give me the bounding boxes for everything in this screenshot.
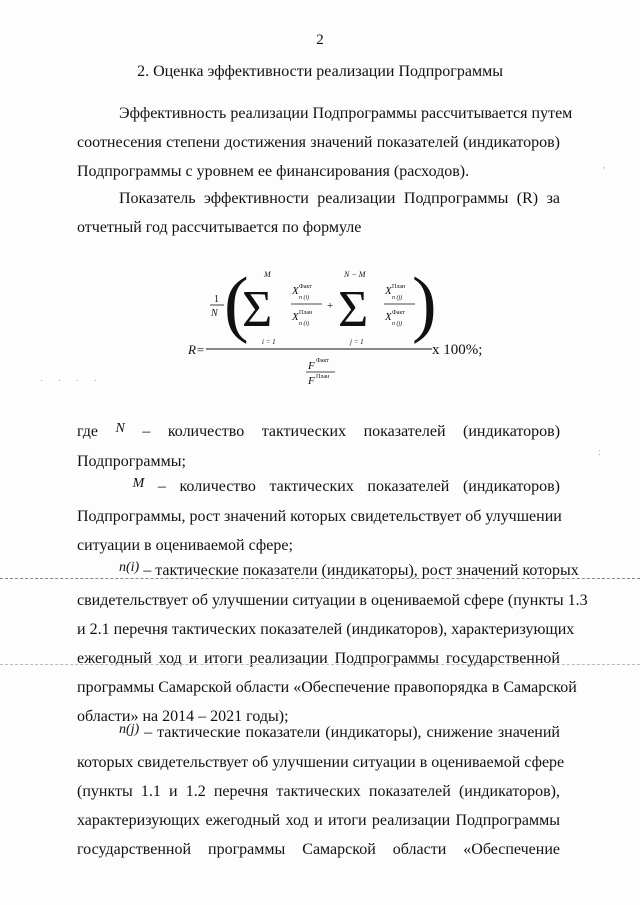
- definition-ni: [77, 556, 588, 731]
- right-paren: ): [412, 263, 437, 345]
- left-paren: (: [224, 263, 249, 345]
- efficiency-formula: [180, 258, 510, 388]
- section-heading: 2. Оценка эффективности реализации Подпрограммы: [137, 63, 503, 80]
- text-line: Показатель эффективности реализации Подпрограммы (R) за: [119, 190, 560, 207]
- svg-text:n (j): n (j): [392, 321, 403, 327]
- text-line: соотнесения степени достижения значений показателей (индикаторов): [77, 134, 560, 151]
- svg-text:n (i): n (i): [299, 295, 310, 301]
- scan-mark: · · · ·: [40, 376, 103, 387]
- paragraph-indicator: [77, 184, 560, 242]
- text-line: программы Самарской области «Обеспечение правопорядка в Самарской: [77, 679, 577, 696]
- svg-text:X: X: [385, 285, 392, 297]
- text-line: которых свидетельствует об улучшении ситуации в оцениваемой сфере: [77, 754, 565, 771]
- text-line: ежегодный ход и итоги реализации Подпрограммы государственной: [77, 650, 560, 667]
- svg-text:Факт: Факт: [299, 284, 312, 290]
- symbol-N: N: [115, 421, 125, 436]
- symbol-ni: n(i): [119, 560, 140, 575]
- text-line: отчетный год рассчитывается по формуле: [77, 219, 362, 236]
- formula-svg: [180, 258, 510, 388]
- text-line: n(j) – тактические показатели (индикаторы), снижение значений: [119, 722, 560, 741]
- text-line: и 2.1 перечня тактических показателей (индикаторов), характеризующих: [77, 621, 575, 638]
- text-line: Подпрограммы, рост значений которых свидетельствует об улучшении: [77, 508, 562, 525]
- text-line: Подпрограммы;: [77, 453, 186, 470]
- svg-text:+: +: [327, 300, 334, 312]
- svg-text:N: N: [211, 308, 218, 319]
- text-line: Эффективность реализации Подпрограммы рассчитывается путем: [119, 105, 573, 122]
- svg-text:N − M: N − M: [344, 270, 366, 279]
- svg-text:x 100%;: x 100%;: [432, 342, 483, 358]
- scan-fold-line: [0, 664, 640, 665]
- scan-mark: :: [598, 447, 601, 458]
- svg-text:План: План: [316, 374, 330, 380]
- svg-text:M: M: [264, 270, 271, 279]
- scan-mark: ,: [603, 160, 606, 171]
- svg-text:j = 1: j = 1: [350, 338, 364, 346]
- svg-text:План: План: [392, 284, 406, 290]
- text-line: n(i) – тактические показатели (индикаторы), рост значений которых: [119, 560, 579, 579]
- svg-text:X: X: [292, 285, 299, 297]
- definition-N: [77, 417, 560, 476]
- text-line: свидетельствует об улучшении ситуации в оцениваемой сфере (пункты 1.3: [77, 592, 588, 609]
- text-line: M – количество тактических показателей (индикаторов): [132, 476, 561, 495]
- paragraph-efficiency: [77, 99, 573, 186]
- text-line: где N – количество тактических показателей (индикаторов): [77, 421, 561, 440]
- svg-text:1: 1: [214, 294, 219, 305]
- svg-text:n (i): n (i): [299, 321, 310, 327]
- text-line: характеризующих ежегодный ход и итоги реализации Подпрограммы: [77, 812, 560, 829]
- symbol-M: M: [132, 476, 145, 491]
- formula-lhs: R=: [188, 342, 205, 357]
- sigma-2: Σ: [338, 281, 369, 338]
- svg-text:i = 1: i = 1: [262, 338, 276, 346]
- svg-text:X: X: [385, 311, 392, 323]
- definition-M: [77, 472, 560, 560]
- svg-text:F: F: [308, 375, 315, 387]
- svg-text:Факт: Факт: [392, 310, 405, 316]
- text-line: (пункты 1.1 и 1.2 перечня тактических показателей (индикаторов),: [77, 783, 560, 800]
- definition-nj: [77, 718, 565, 864]
- svg-text:X: X: [292, 311, 299, 323]
- text-line: государственной программы Самарской области «Обеспечение: [77, 841, 560, 858]
- svg-text:n (j): n (j): [392, 295, 403, 301]
- text-line: области» на 2014 – 2021 годы);: [77, 708, 289, 725]
- text-line: ситуации в оцениваемой сфере;: [77, 537, 293, 554]
- page-number: 2: [316, 32, 324, 48]
- symbol-nj: n(j): [119, 722, 140, 737]
- svg-text:Факт: Факт: [316, 358, 329, 364]
- sigma-1: Σ: [242, 281, 273, 338]
- svg-text:План: План: [299, 310, 313, 316]
- text-line: Подпрограммы с уровнем ее финансирования (расходов).: [77, 163, 470, 180]
- svg-text:F: F: [308, 360, 315, 372]
